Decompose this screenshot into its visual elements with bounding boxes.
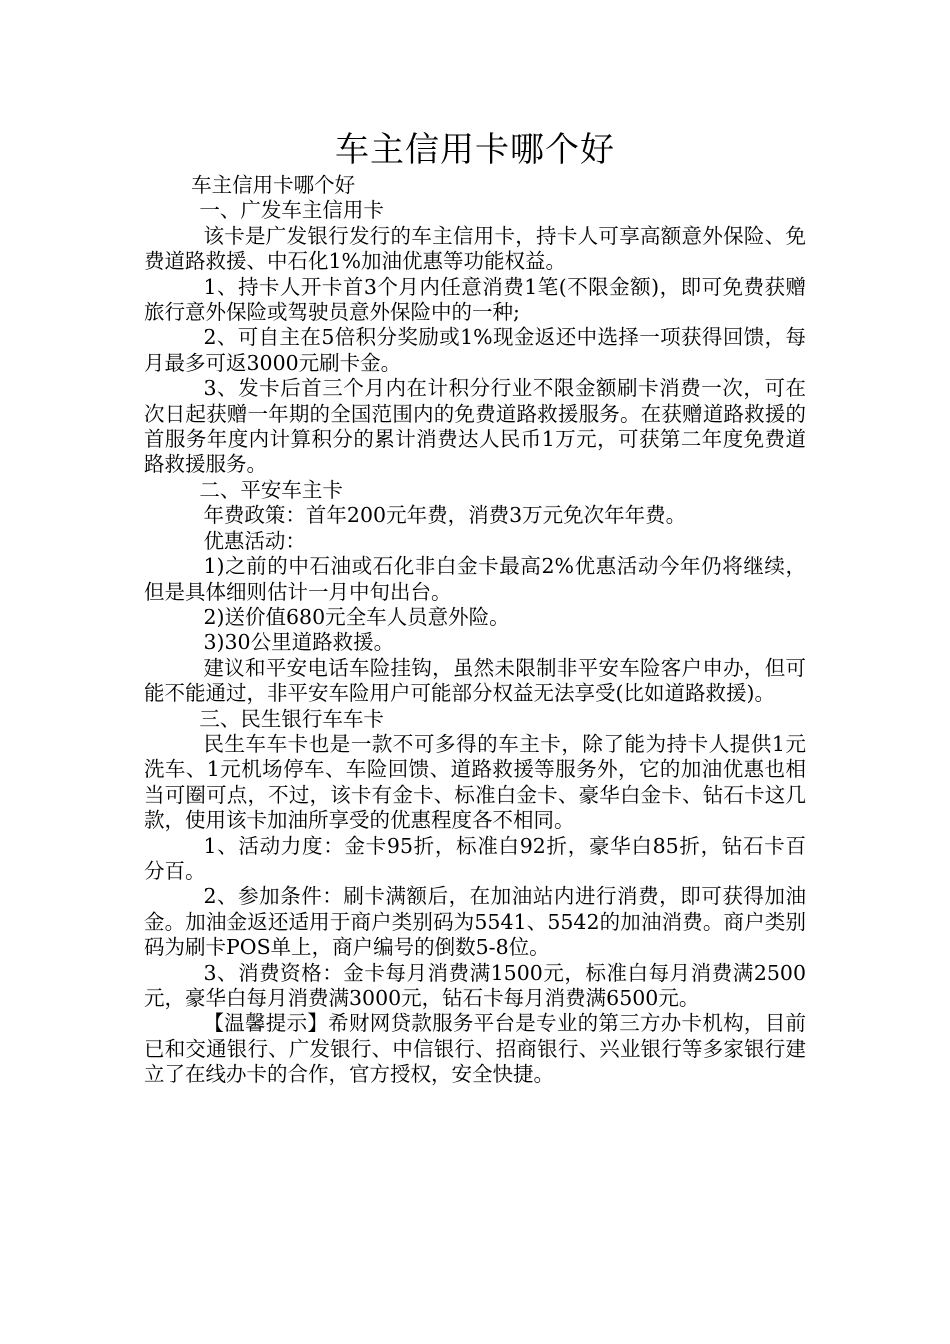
paragraph: 【温馨提示】希财网贷款服务平台是专业的第三方办卡机构，目前已和交通银行、广发银行、中信银行、招商银行、兴业银行等多家银行建立了在线办卡的合作，官方授权，安全快捷。: [144, 1011, 806, 1087]
page-title: 车主信用卡哪个好: [335, 130, 615, 170]
paragraph: 1、持卡人开卡首3个月内任意消费1笔(不限金额)，即可免费获赠旅行意外保险或驾驶员意外保险中的一种;: [144, 274, 806, 325]
paragraph: 优惠活动：: [203, 528, 306, 553]
section-heading: 一、广发车主信用卡: [199, 198, 384, 223]
paragraph: 2)送价值680元全车人员意外险。: [203, 604, 510, 629]
paragraph: 2、参加条件：刷卡满额后，在加油站内进行消费，即可获得加油金。加油金返还适用于商户类别码为5541、5542的加油消费。商户类别码为刷卡POS单上，商户编号的倒数5-8位。: [144, 884, 806, 960]
paragraph: 1)之前的中石油或石化非白金卡最高2%优惠活动今年仍将继续，但是具体细则估计一月中旬出台。: [144, 554, 806, 604]
paragraph: 该卡是广发银行发行的车主信用卡，持卡人可享高额意外保险、免费道路救援、中石化1%加油优惠等功能权益。: [144, 223, 806, 274]
paragraph: 3、发卡后首三个月内在计积分行业不限金额刷卡消费一次，可在次日起获赠一年期的全国范围内的免费道路救援服务。在获赠道路救援的首服务年度内计算积分的累计消费达人民币1万元，可获第二年度免费道路救援服务。: [144, 376, 806, 477]
paragraph: 年费政策：首年200元年费，消费3万元免次年年费。: [203, 503, 687, 528]
paragraph: 3)30公里道路救援。: [203, 630, 395, 655]
section-heading: 二、平安车主卡: [199, 477, 343, 502]
paragraph: 2、可自主在5倍积分奖励或1%现金返还中选择一项获得回馈，每月最多可返3000元刷卡金。: [144, 325, 806, 375]
paragraph: 1、活动力度：金卡95折，标准白92折，豪华白85折，钻石卡百分百。: [144, 833, 806, 883]
paragraph: 3、消费资格：金卡每月消费满1500元，标准白每月消费满2500元，豪华白每月消费满3000元，钻石卡每月消费满6500元。: [144, 960, 806, 1010]
document-body: [144, 173, 806, 1088]
paragraph: 建议和平安电话车险挂钩，虽然未限制非平安车险客户申办，但可能不能通过，非平安车险用户可能部分权益无法享受(比如道路救援)。: [144, 655, 806, 706]
section-heading: 三、民生银行车车卡: [199, 706, 384, 731]
subtitle: 车主信用卡哪个好: [191, 173, 356, 197]
paragraph: 民生车车卡也是一款不可多得的车主卡，除了能为持卡人提供1元洗车、1元机场停车、车险回馈、道路救援等服务外，它的加油优惠也相当可圈可点，不过，该卡有金卡、标准白金卡、豪华白金卡、钻石卡这几款，使用该卡加油所享受的优惠程度各不相同。: [144, 731, 806, 833]
